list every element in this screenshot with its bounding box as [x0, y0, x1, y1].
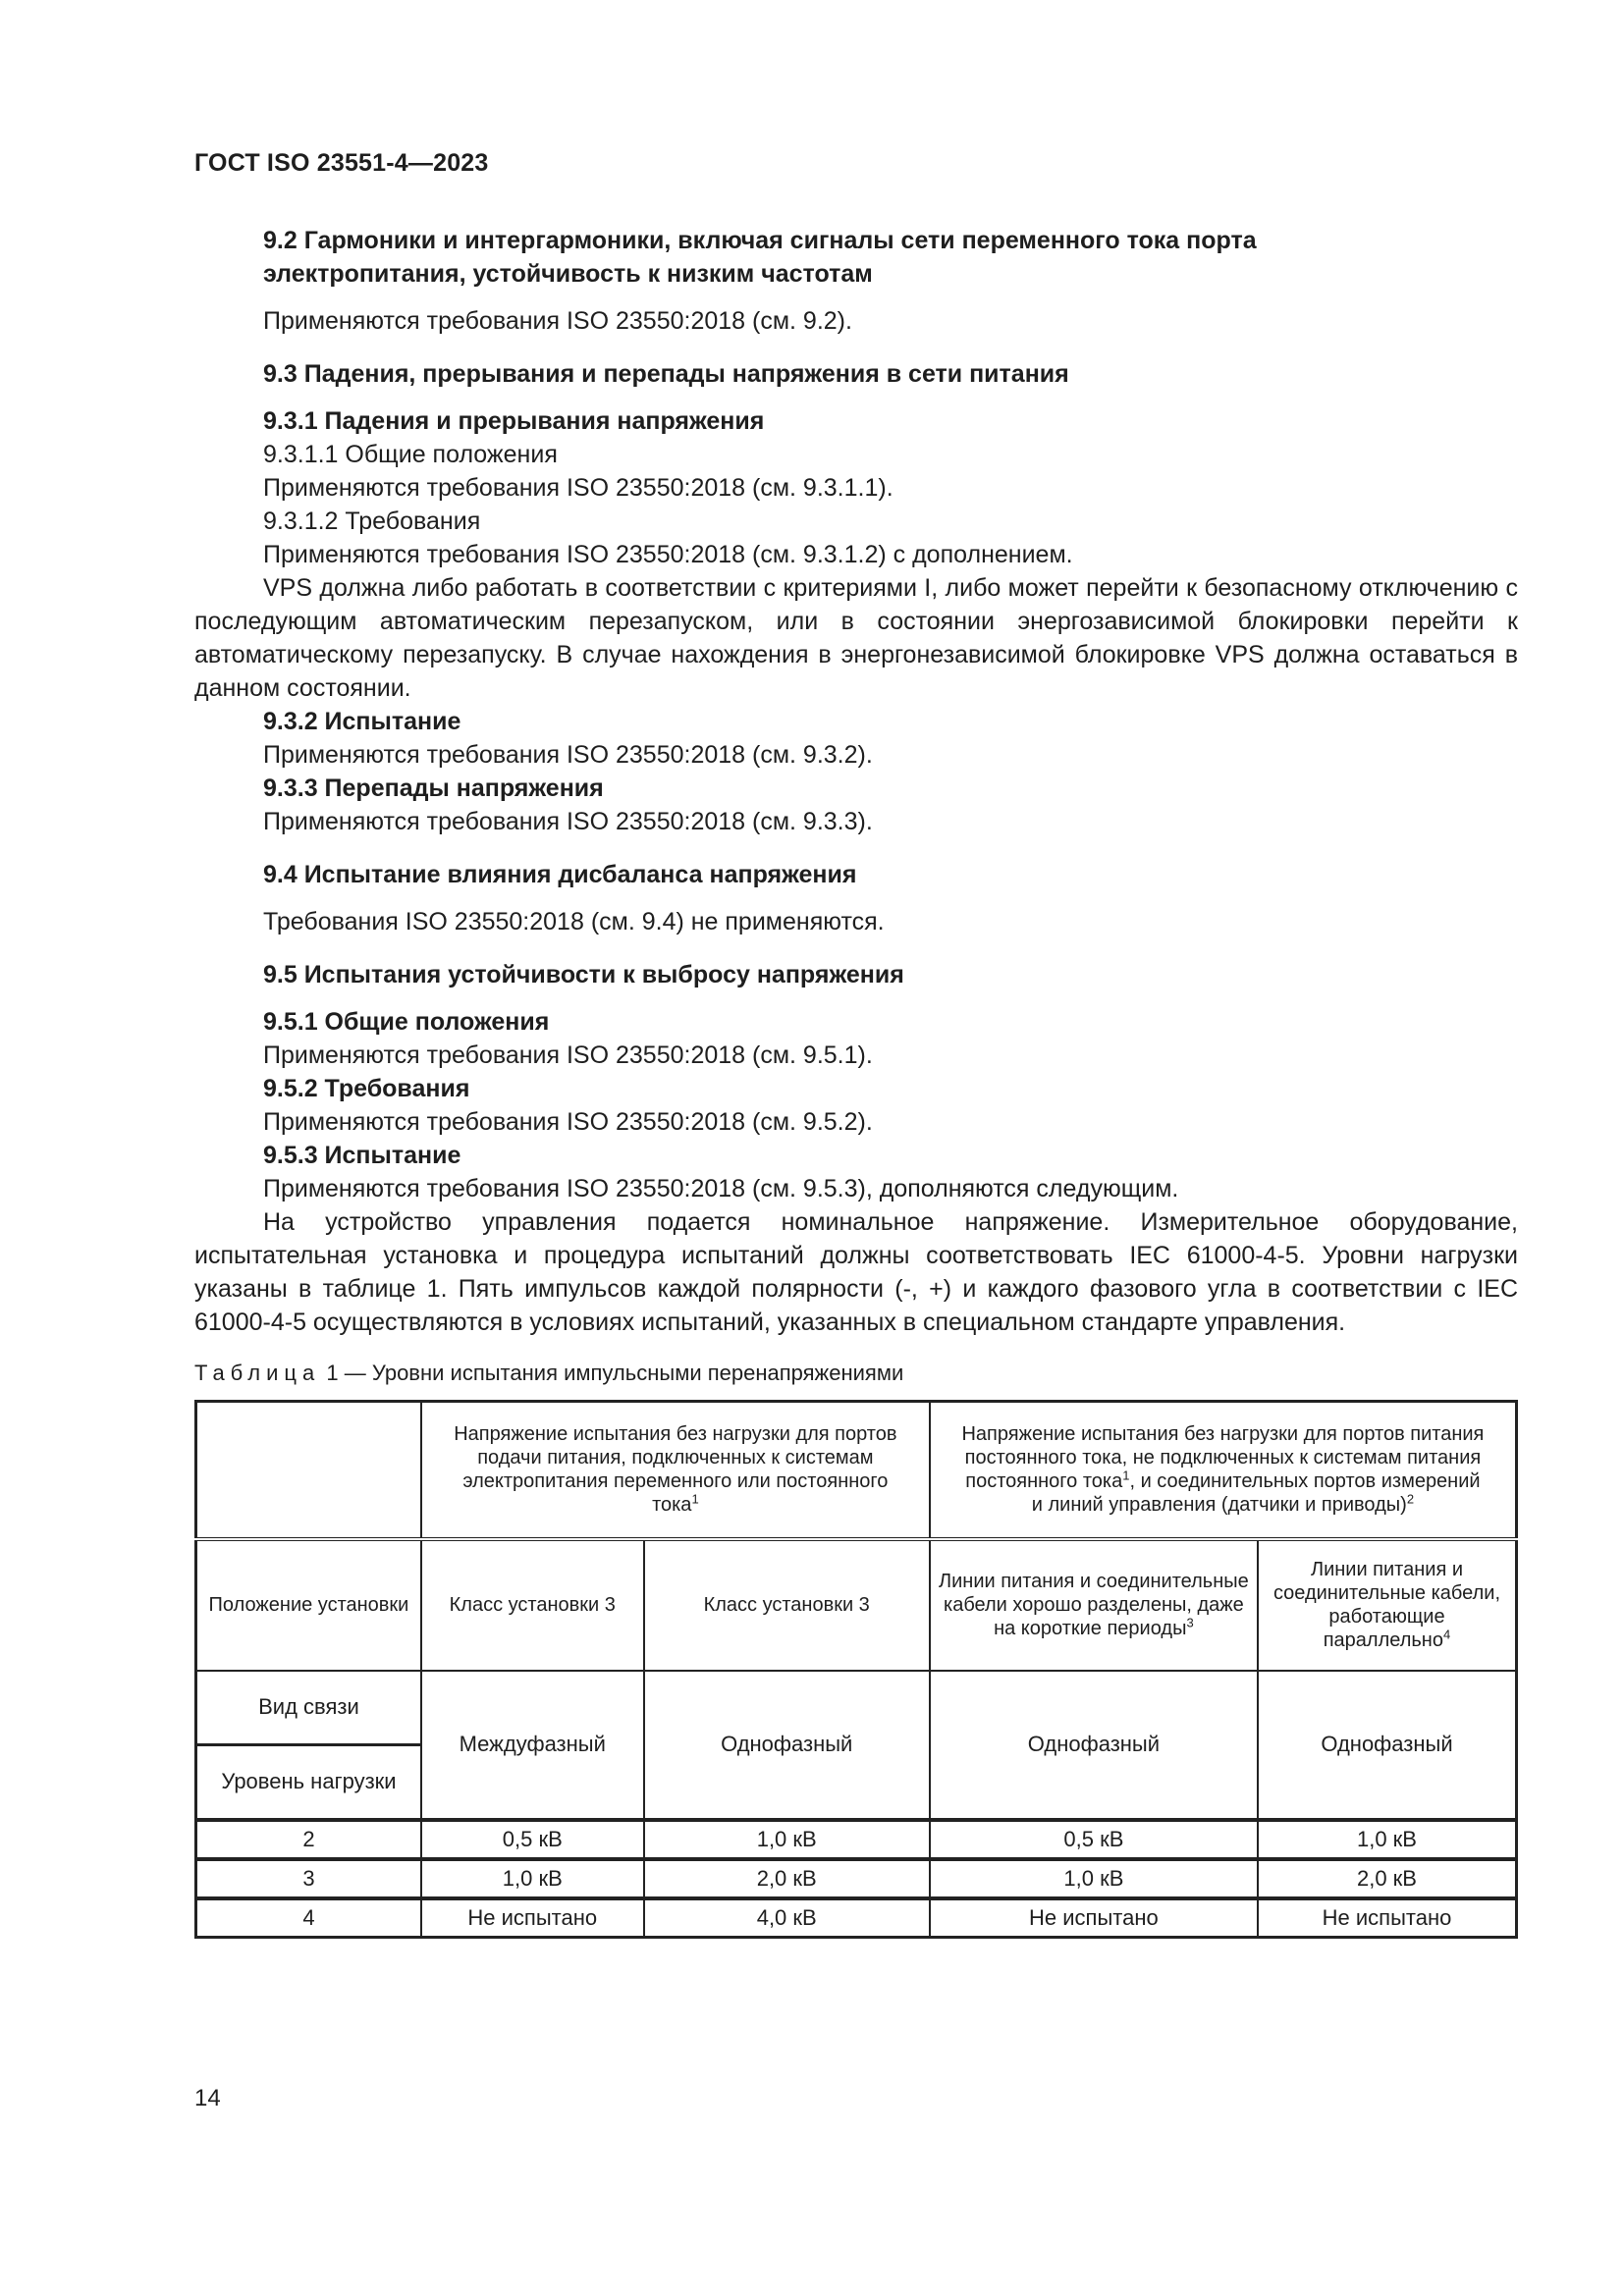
group2-text-a: Напряжение испытания без нагрузки для портов питания постоянного тока, не подключенных к системам питания постоянного тока: [961, 1423, 1485, 1493]
group1-text: Напряжение испытания без нагрузки для портов подачи питания, подключенных к системам электропитания переменного или постоянного тока: [454, 1423, 897, 1517]
col2-header: Класс установки 3: [644, 1539, 930, 1671]
table-caption: [194, 1357, 1518, 1390]
heading-9-3-2: 9.3.2 Испытание: [263, 708, 461, 735]
table-caption-text: 1 — Уровни испытания импульсными перенапряжениями: [326, 1361, 904, 1385]
heading-9-5-2: 9.5.2 Требования: [263, 1075, 470, 1102]
footnote-ref: 3: [1186, 1615, 1194, 1630]
surge-test-levels-table: [194, 1400, 1518, 1939]
col1-header: Класс установки 3: [421, 1539, 644, 1671]
footnote-ref: 2: [1406, 1491, 1415, 1507]
heading-9-5-1: 9.5.1 Общие положения: [263, 1008, 550, 1036]
col3-header: [930, 1539, 1258, 1671]
page-content: [194, 224, 1518, 1939]
heading-9-5: 9.5 Испытания устойчивости к выбросу напряжения: [263, 961, 904, 988]
value-cell: 1,0 кВ: [421, 1859, 644, 1898]
text-9-3-3: Применяются требования ISO 23550:2018 (см. 9.3.3).: [263, 808, 873, 835]
empty-corner-cell: [196, 1402, 421, 1539]
paragraph-vps: VPS должна либо работать в соответствии с критериями I, либо может перейти к безопасному отключению с последующим автоматическим перезапуском, или в состоянии энергозависимой блокировки перейти к автоматическому перезапуску. В случае нахождения в энергонезависимой блокировке VPS должна оставаться в данном состоянии.: [194, 574, 1518, 702]
value-cell: 1,0 кВ: [1258, 1820, 1517, 1859]
value-cell: Не испытано: [421, 1898, 644, 1938]
load-level-label-cell: Уровень нагрузки: [196, 1745, 421, 1820]
table-row: [196, 1898, 1517, 1938]
value-cell: 1,0 кВ: [930, 1859, 1258, 1898]
col4-text: Линии питания и соединительные кабели, работающие параллельно: [1272, 1559, 1501, 1651]
level-cell: 4: [196, 1898, 421, 1938]
text-9-3-1-1: Применяются требования ISO 23550:2018 (см. 9.3.1.1).: [263, 474, 893, 502]
value-cell: 1,0 кВ: [644, 1820, 930, 1859]
coupling-cell: Однофазный: [644, 1671, 930, 1820]
heading-9-5-3: 9.5.3 Испытание: [263, 1142, 461, 1169]
position-label-cell: Положение установки: [196, 1539, 421, 1671]
text-9-3-2: Применяются требования ISO 23550:2018 (см. 9.3.2).: [263, 741, 873, 769]
heading-9-2: 9.2 Гармоники и интергармоники, включая сигналы сети переменного тока порта электропитания, устойчивость к низким частотам: [263, 227, 1257, 288]
group-header-dc-signal-ports: [930, 1402, 1517, 1539]
value-cell: 2,0 кВ: [644, 1859, 930, 1898]
heading-9-3-1-2: 9.3.1.2 Требования: [263, 507, 481, 535]
table-caption-label: Таблица: [194, 1361, 321, 1385]
table-row: [196, 1820, 1517, 1859]
coupling-cell: Однофазный: [1258, 1671, 1517, 1820]
value-cell: Не испытано: [1258, 1898, 1517, 1938]
text-9-4: Требования ISO 23550:2018 (см. 9.4) не применяются.: [263, 908, 885, 935]
col3-text: Линии питания и соединительные кабели хорошо разделены, даже на короткие периоды: [939, 1571, 1249, 1639]
heading-9-3-1: 9.3.1 Падения и прерывания напряжения: [263, 407, 765, 435]
page-number: 14: [194, 2085, 221, 2111]
document-id-header: ГОСТ ISO 23551-4—2023: [194, 149, 489, 177]
paragraph-test-procedure: На устройство управления подается номинальное напряжение. Измерительное оборудование, испытательная установка и процедура испытаний должны соответствовать IEC 61000-4-5. Уровни нагрузки указаны в таблице 1. Пять импульсов каждой полярности (-, +) и каждого фазового угла в соответствии с IEC 61000-4-5 осуществляются в условиях испытаний, указанных в специальном стандарте управления.: [194, 1208, 1518, 1336]
col4-header: [1258, 1539, 1517, 1671]
heading-9-3-3: 9.3.3 Перепады напряжения: [263, 774, 604, 802]
heading-9-4: 9.4 Испытание влияния дисбаланса напряжения: [263, 861, 857, 888]
value-cell: 2,0 кВ: [1258, 1859, 1517, 1898]
text-9-3-1-2: Применяются требования ISO 23550:2018 (см. 9.3.1.2) с дополнением.: [263, 541, 1073, 568]
coupling-cell: Междуфазный: [421, 1671, 644, 1820]
value-cell: 4,0 кВ: [644, 1898, 930, 1938]
table-row: [196, 1859, 1517, 1898]
value-cell: 0,5 кВ: [930, 1820, 1258, 1859]
group-header-ac-dc-ports: [421, 1402, 930, 1539]
level-cell: 3: [196, 1859, 421, 1898]
coupling-label-cell: Вид связи: [196, 1671, 421, 1745]
footnote-ref: 4: [1442, 1627, 1451, 1642]
text-9-5-1: Применяются требования ISO 23550:2018 (см. 9.5.1).: [263, 1041, 873, 1069]
heading-9-3: 9.3 Падения, прерывания и перепады напряжения в сети питания: [263, 360, 1069, 388]
text-9-2: Применяются требования ISO 23550:2018 (см. 9.2).: [263, 307, 852, 335]
level-cell: 2: [196, 1820, 421, 1859]
text-9-5-2: Применяются требования ISO 23550:2018 (см. 9.5.2).: [263, 1108, 873, 1136]
coupling-cell: Однофазный: [930, 1671, 1258, 1820]
group2-text-b: , и соединительных портов измерений и линий управления (датчики и приводы): [1031, 1470, 1481, 1517]
text-9-5-3: Применяются требования ISO 23550:2018 (см. 9.5.3), дополняются следующим.: [263, 1175, 1179, 1202]
value-cell: 0,5 кВ: [421, 1820, 644, 1859]
heading-9-3-1-1: 9.3.1.1 Общие положения: [263, 441, 558, 468]
footnote-ref: 1: [1122, 1468, 1130, 1483]
footnote-ref: 1: [691, 1491, 699, 1507]
value-cell: Не испытано: [930, 1898, 1258, 1938]
